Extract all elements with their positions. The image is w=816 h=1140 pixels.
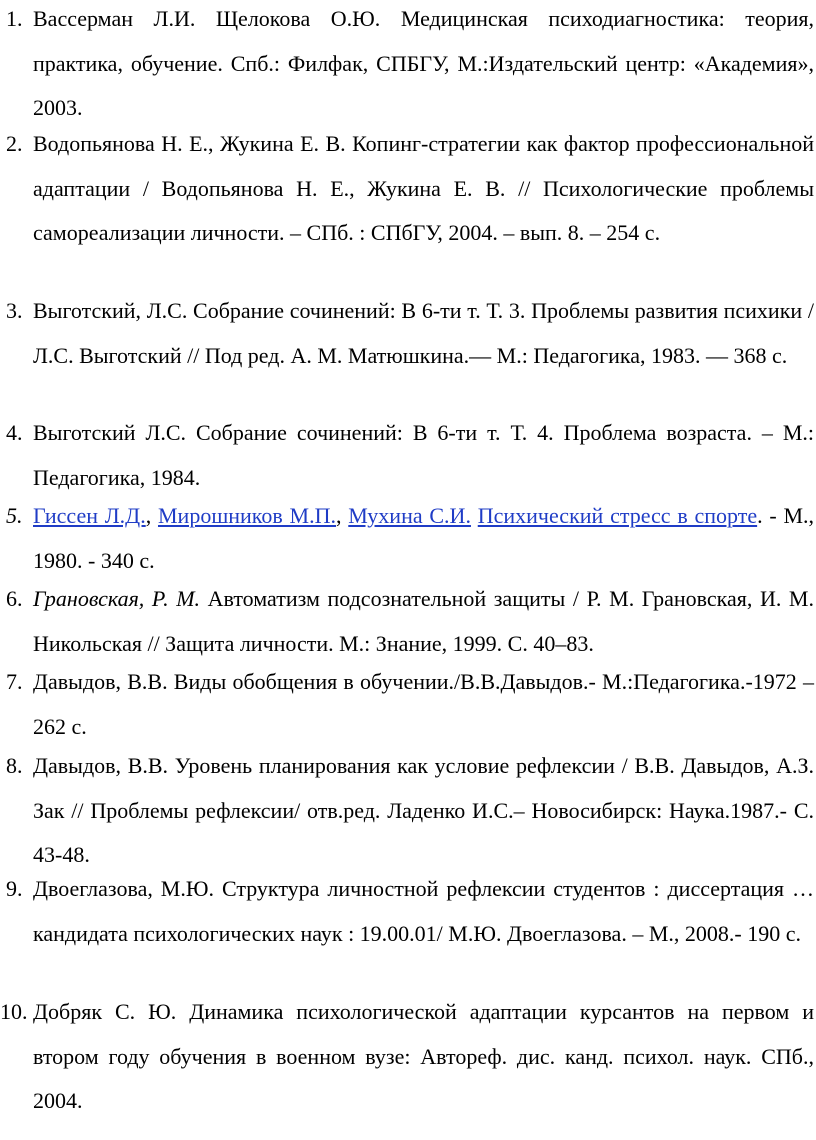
reference-number: 5.	[6, 503, 23, 528]
separator	[471, 503, 478, 528]
separator: ,	[336, 503, 349, 528]
reference-number: 10.	[0, 999, 28, 1024]
reference-text	[33, 577, 814, 666]
title-link[interactable]: Психический стресс в спорте	[477, 503, 758, 528]
reference-text: Выготский, Л.С. Собрание сочинений: В 6-ти т. Т. 3. Проблемы развития психики / Л.С. Выготский // Под ред. А. М. Матюшкина.— М.: Педагогика, 1983. — 368 с.	[33, 298, 814, 368]
reference-text	[33, 494, 814, 583]
reference-text: Давыдов, В.В. Уровень планирования как условие рефлексии / В.В. Давыдов, А.З. Зак // Проблемы рефлексии/ отв.ред. Ладенко И.С.– Новосибирск: Наука.1987.- С. 43-48.	[33, 753, 814, 867]
author-link-miroshnikov[interactable]: Мирошников М.П.	[157, 503, 336, 528]
reference-number: 2.	[6, 131, 23, 156]
reference-text: Водопьянова Н. Е., Жукина Е. В. Копинг-стратегии как фактор профессиональной адаптации / Водопьянова Н. Е., Жукина Е. В. // Психологические проблемы самореализации личности. – СПб. : СПбГУ, 2004. – вып. 8. – 254 с.	[33, 131, 814, 245]
separator: ,	[145, 503, 158, 528]
reference-text: Выготский Л.С. Собрание сочинений: В 6-ти т. Т. 4. Проблема возраста. – М.: Педагогика, 1984.	[33, 420, 814, 490]
reference-number: 1.	[6, 6, 23, 31]
reference-number: 6.	[6, 586, 23, 611]
reference-author: Грановская, Р. М.	[33, 586, 201, 611]
author-link-mukhina[interactable]: Мухина С.И.	[348, 503, 471, 528]
reference-body: Автоматизм подсознательной защиты / Р. М. Грановская, И. М. Никольская // Защита личности. М.: Знание, 1999. С. 40–83.	[33, 586, 814, 656]
reference-text: Вассерман Л.И. Щелокова О.Ю. Медицинская психодиагностика: теория, практика, обучение. Спб.: Филфак, СПБГУ, М.:Издательский центр: «Академия», 2003.	[33, 6, 814, 120]
reference-text: Двоеглазова, М.Ю. Структура личностной рефлексии студентов : диссертация … кандидата психологических наук : 19.00.01/ М.Ю. Двоеглазова. – М., 2008.- 190 с.	[33, 876, 814, 946]
reference-text: Добряк С. Ю. Динамика психологической адаптации курсантов на первом и втором году обучения в военном вузе: Автореф. дис. канд. психол. наук. СПб., 2004.	[33, 999, 814, 1113]
reference-number: 7.	[6, 669, 23, 694]
reference-number: 8.	[6, 753, 23, 778]
reference-tail: . - М., 1980. - 340 с.	[33, 503, 815, 573]
reference-number: 4.	[6, 420, 23, 445]
reference-number: 9.	[6, 876, 23, 901]
reference-number: 3.	[6, 298, 23, 323]
reference-text: Давыдов, В.В. Виды обобщения в обучении./В.В.Давыдов.- М.:Педагогика.-1972 – 262 с.	[33, 669, 814, 739]
author-link-gissen[interactable]: Гиссен Л.Д.	[33, 503, 146, 528]
